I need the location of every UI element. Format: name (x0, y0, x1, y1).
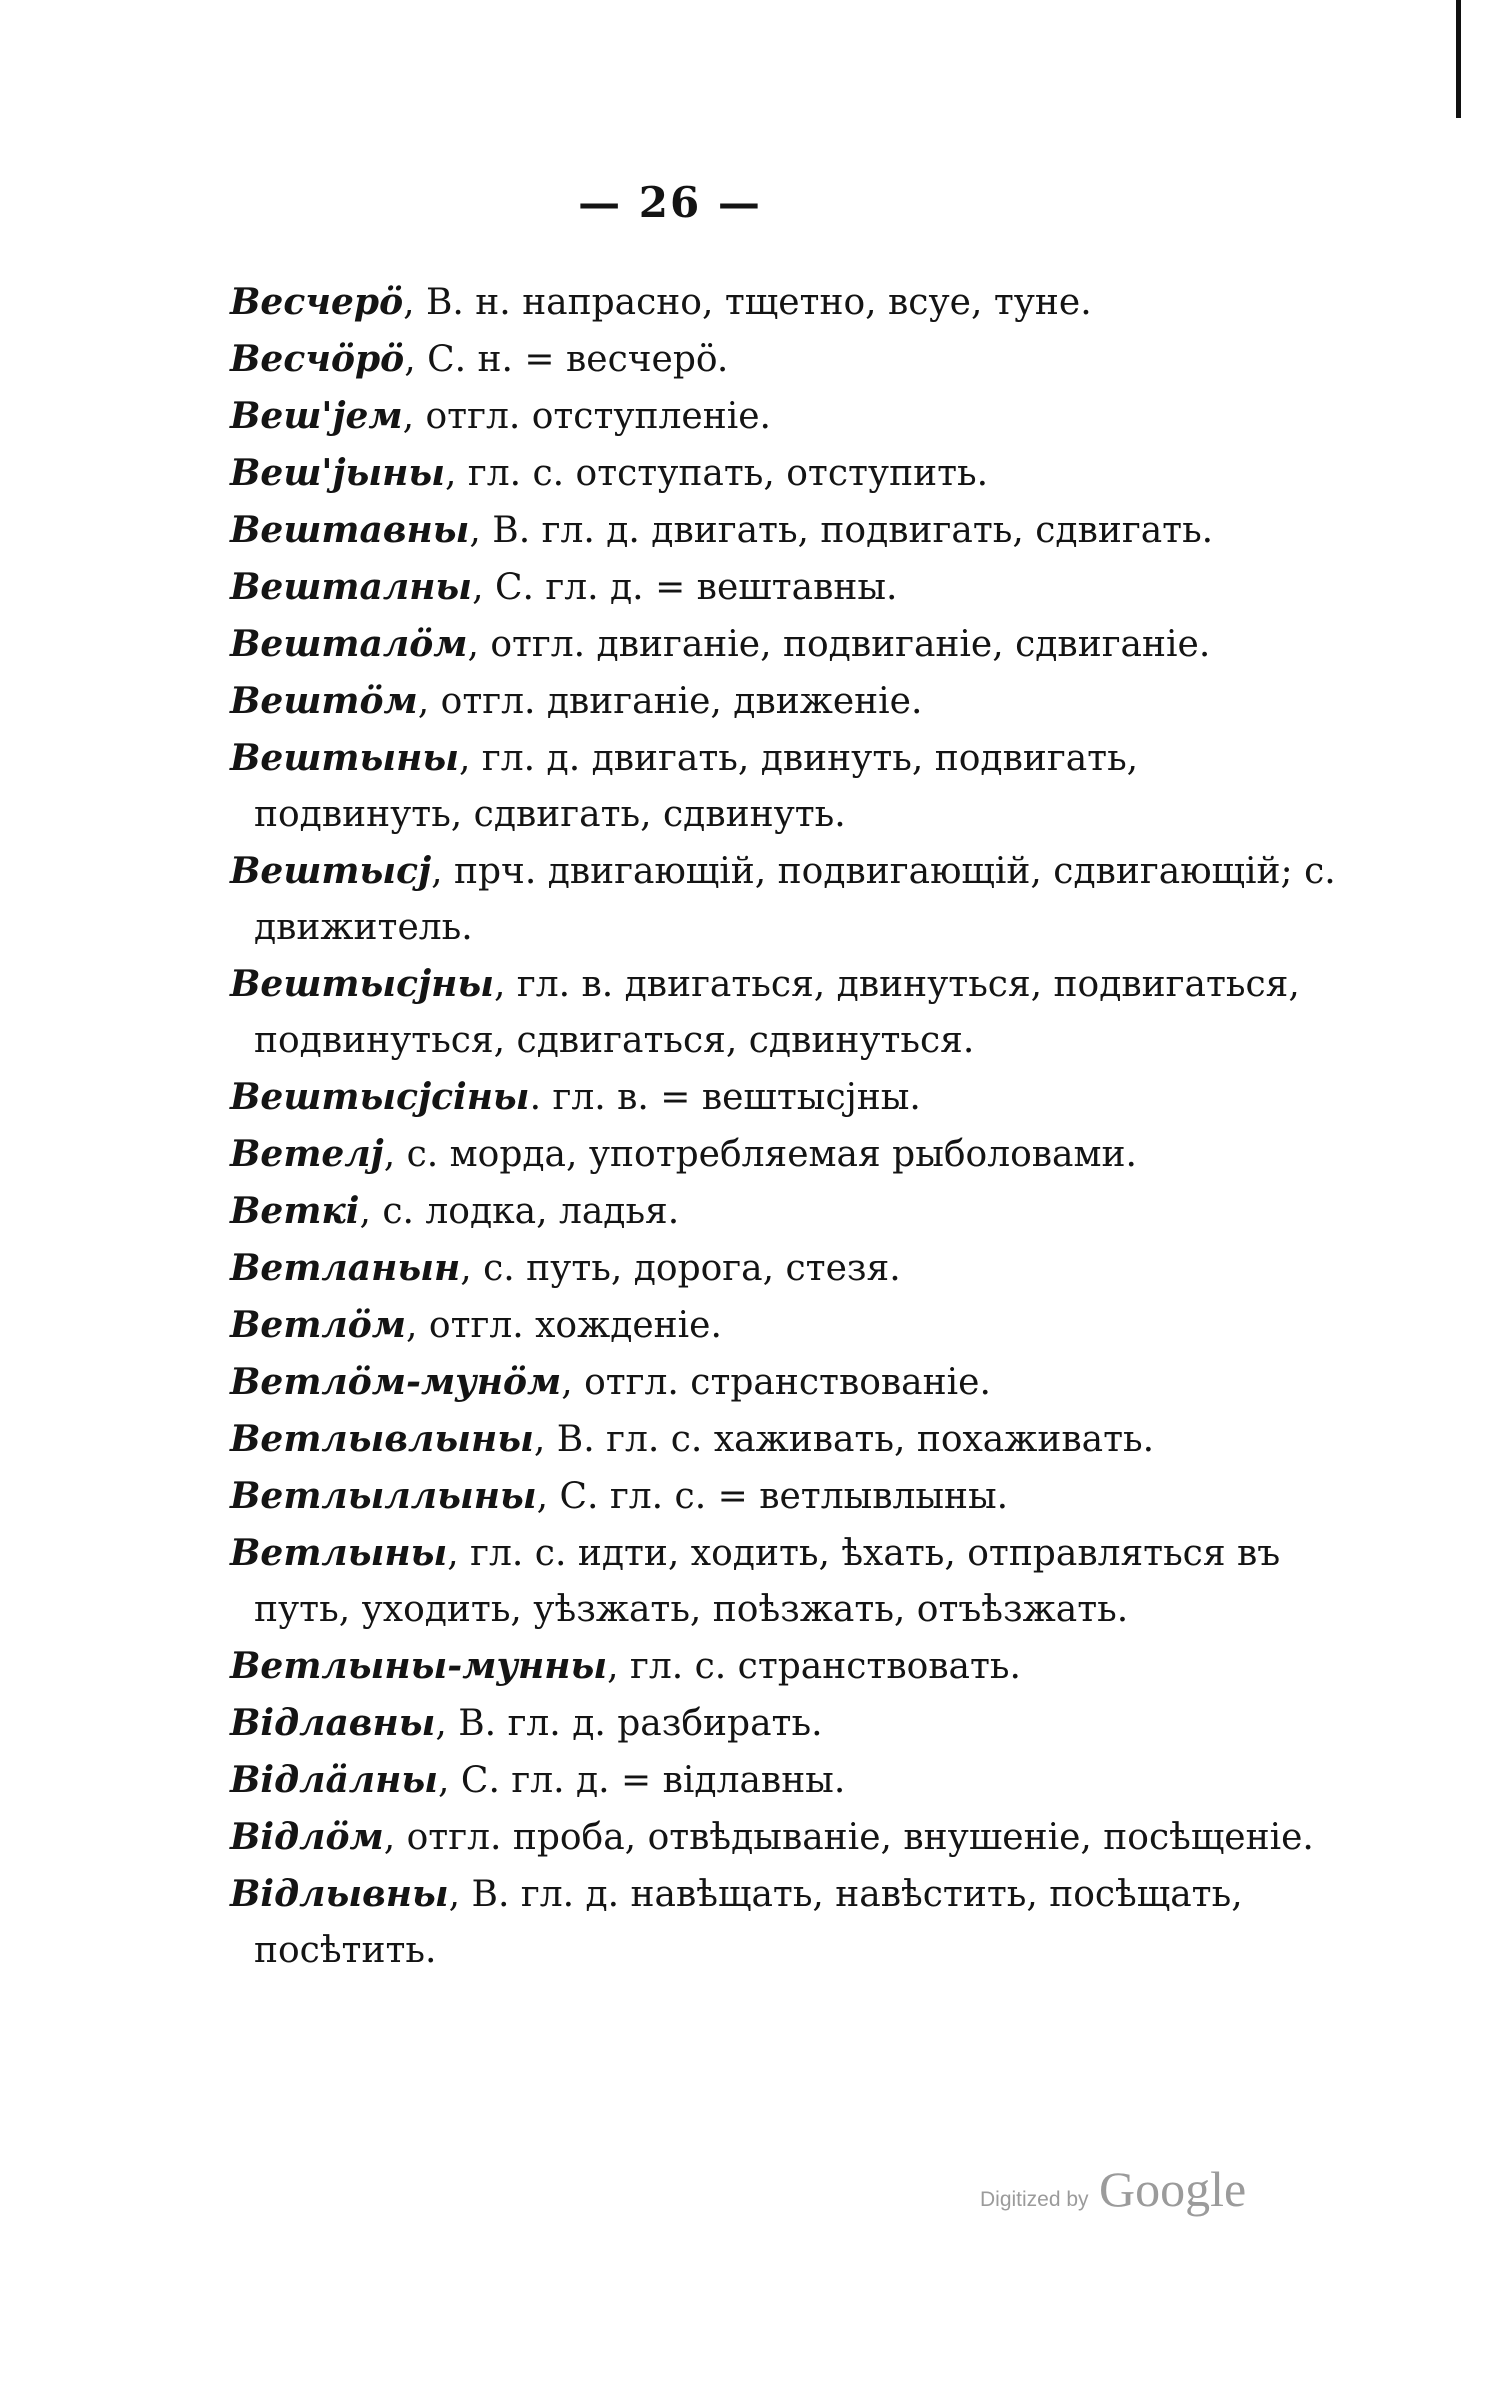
entry-headword: Вешталны (230, 566, 473, 608)
entry-headword: Вештысј (230, 850, 432, 892)
dictionary-entry (230, 1411, 1350, 1468)
entry-definition: , с. лодка, ладья. (359, 1191, 680, 1232)
entry-headword: Вештысјны (230, 963, 494, 1005)
entry-definition: , отгл. проба, отвѣдываніе, внушеніе, посѣщеніе. (383, 1817, 1314, 1858)
dictionary-entry (230, 1354, 1350, 1411)
entry-headword: Ветлыллыны (230, 1475, 537, 1517)
entry-definition: , С. гл. д. = відлавны. (438, 1760, 846, 1801)
entry-headword: Вештысјсіны (230, 1076, 530, 1118)
entry-definition: . гл. в. = вештысјны. (529, 1077, 921, 1118)
dictionary-entry (230, 445, 1350, 502)
dictionary-entry (230, 730, 1350, 843)
entry-headword: Відлывны (230, 1873, 449, 1915)
entry-definition: , отгл. двиганіе, движеніе. (417, 681, 923, 722)
dictionary-entry (230, 274, 1350, 331)
entry-definition: , гл. д. двигать, двинуть, подвигать, подвинуть, сдвигать, сдвинуть. (254, 738, 1139, 835)
entry-definition: , В. гл. с. хаживать, похаживать. (533, 1419, 1155, 1460)
dictionary-entry (230, 331, 1350, 388)
entry-headword: Відлäлны (230, 1759, 439, 1801)
dictionary-entry (230, 616, 1350, 673)
entry-headword: Ветлывлыны (230, 1418, 534, 1460)
entry-headword: Веш'јем (230, 395, 403, 437)
entry-definition: , С. гл. д. = вештавны. (472, 567, 898, 608)
entry-headword: Ветлыны (230, 1532, 448, 1574)
dictionary-entry (230, 673, 1350, 730)
entry-definition: , отгл. хожденіе. (406, 1305, 722, 1346)
entry-definition: , В. гл. д. навѣщать, навѣстить, посѣщать, посѣтить. (254, 1874, 1243, 1971)
page-number: — 26 — (578, 178, 762, 227)
entry-headword: Відлöм (230, 1816, 384, 1858)
dictionary-entry (230, 1866, 1350, 1979)
entry-headword: Вештавны (230, 509, 470, 551)
entry-definition: , с. путь, дорога, стезя. (460, 1248, 901, 1289)
dictionary-entry (230, 1752, 1350, 1809)
entry-headword: Ветланын (230, 1247, 461, 1289)
entry-headword: Ветлöм-мунöм (230, 1361, 562, 1403)
google-logo-text: Google (1099, 2161, 1247, 2217)
entry-headword: Вештыны (230, 737, 460, 779)
dictionary-entry (230, 843, 1350, 956)
dictionary-entry (230, 1183, 1350, 1240)
entry-definition: , гл. с. отступать, отступить. (444, 453, 989, 494)
entry-definition: , прч. двигающій, подвигающій, сдвигающій; с. движитель. (254, 851, 1336, 948)
dictionary-entry (230, 1468, 1350, 1525)
entry-definition: , В. гл. д. двигать, подвигать, сдвигать. (469, 510, 1214, 551)
dictionary-entry (230, 502, 1350, 559)
entry-headword: Весчöрö (230, 338, 405, 380)
entry-definition: , гл. с. странствовать. (607, 1646, 1021, 1687)
entry-headword: Ветлöм (230, 1304, 407, 1346)
dictionary-entry (230, 388, 1350, 445)
entry-definition: , гл. в. двигаться, двинуться, подвигаться, подвинуться, сдвигаться, сдвинуться. (254, 964, 1300, 1061)
entry-definition: , С. гл. с. = ветлывлыны. (536, 1476, 1009, 1517)
entry-headword: Ветелј (230, 1133, 384, 1175)
dictionary-entry (230, 956, 1350, 1069)
dictionary-entries (230, 274, 1350, 1979)
dictionary-entry (230, 1525, 1350, 1638)
entry-definition: , отгл. странствованіе. (561, 1362, 991, 1403)
entry-definition: , гл. с. идти, ходить, ѣхать, отправляться въ путь, уходить, уѣзжать, поѣзжать, отъѣзжать. (254, 1533, 1281, 1630)
dictionary-entry (230, 1297, 1350, 1354)
entry-definition: , с. морда, употребляемая рыболовами. (383, 1134, 1137, 1175)
dictionary-entry (230, 559, 1350, 616)
digitized-by-google-watermark (980, 2160, 1246, 2218)
entry-definition: , С. н. = весчерö. (404, 339, 729, 380)
dictionary-entry (230, 1638, 1350, 1695)
entry-definition: , В. н. напрасно, тщетно, всуе, туне. (403, 282, 1092, 323)
dictionary-entry (230, 1069, 1350, 1126)
entry-headword: Вешталöм (230, 623, 468, 665)
entry-headword: Відлавны (230, 1702, 436, 1744)
entry-definition: , отгл. отступленіе. (402, 396, 771, 437)
entry-definition: , В. гл. д. разбирать. (435, 1703, 823, 1744)
dictionary-entry (230, 1126, 1350, 1183)
entry-headword: Вештöм (230, 680, 418, 722)
dictionary-entry (230, 1240, 1350, 1297)
digitized-label: Digitized by (980, 2188, 1089, 2211)
entry-headword: Ветлыны-мунны (230, 1645, 608, 1687)
entry-headword: Весчерö (230, 281, 404, 323)
entry-definition: , отгл. двиганіе, подвиганіе, сдвиганіе. (467, 624, 1211, 665)
entry-headword: Веш'јыны (230, 452, 445, 494)
dictionary-entry (230, 1695, 1350, 1752)
dictionary-entry (230, 1809, 1350, 1866)
page-edge-line (1456, 0, 1461, 118)
entry-headword: Веткі (230, 1190, 360, 1232)
